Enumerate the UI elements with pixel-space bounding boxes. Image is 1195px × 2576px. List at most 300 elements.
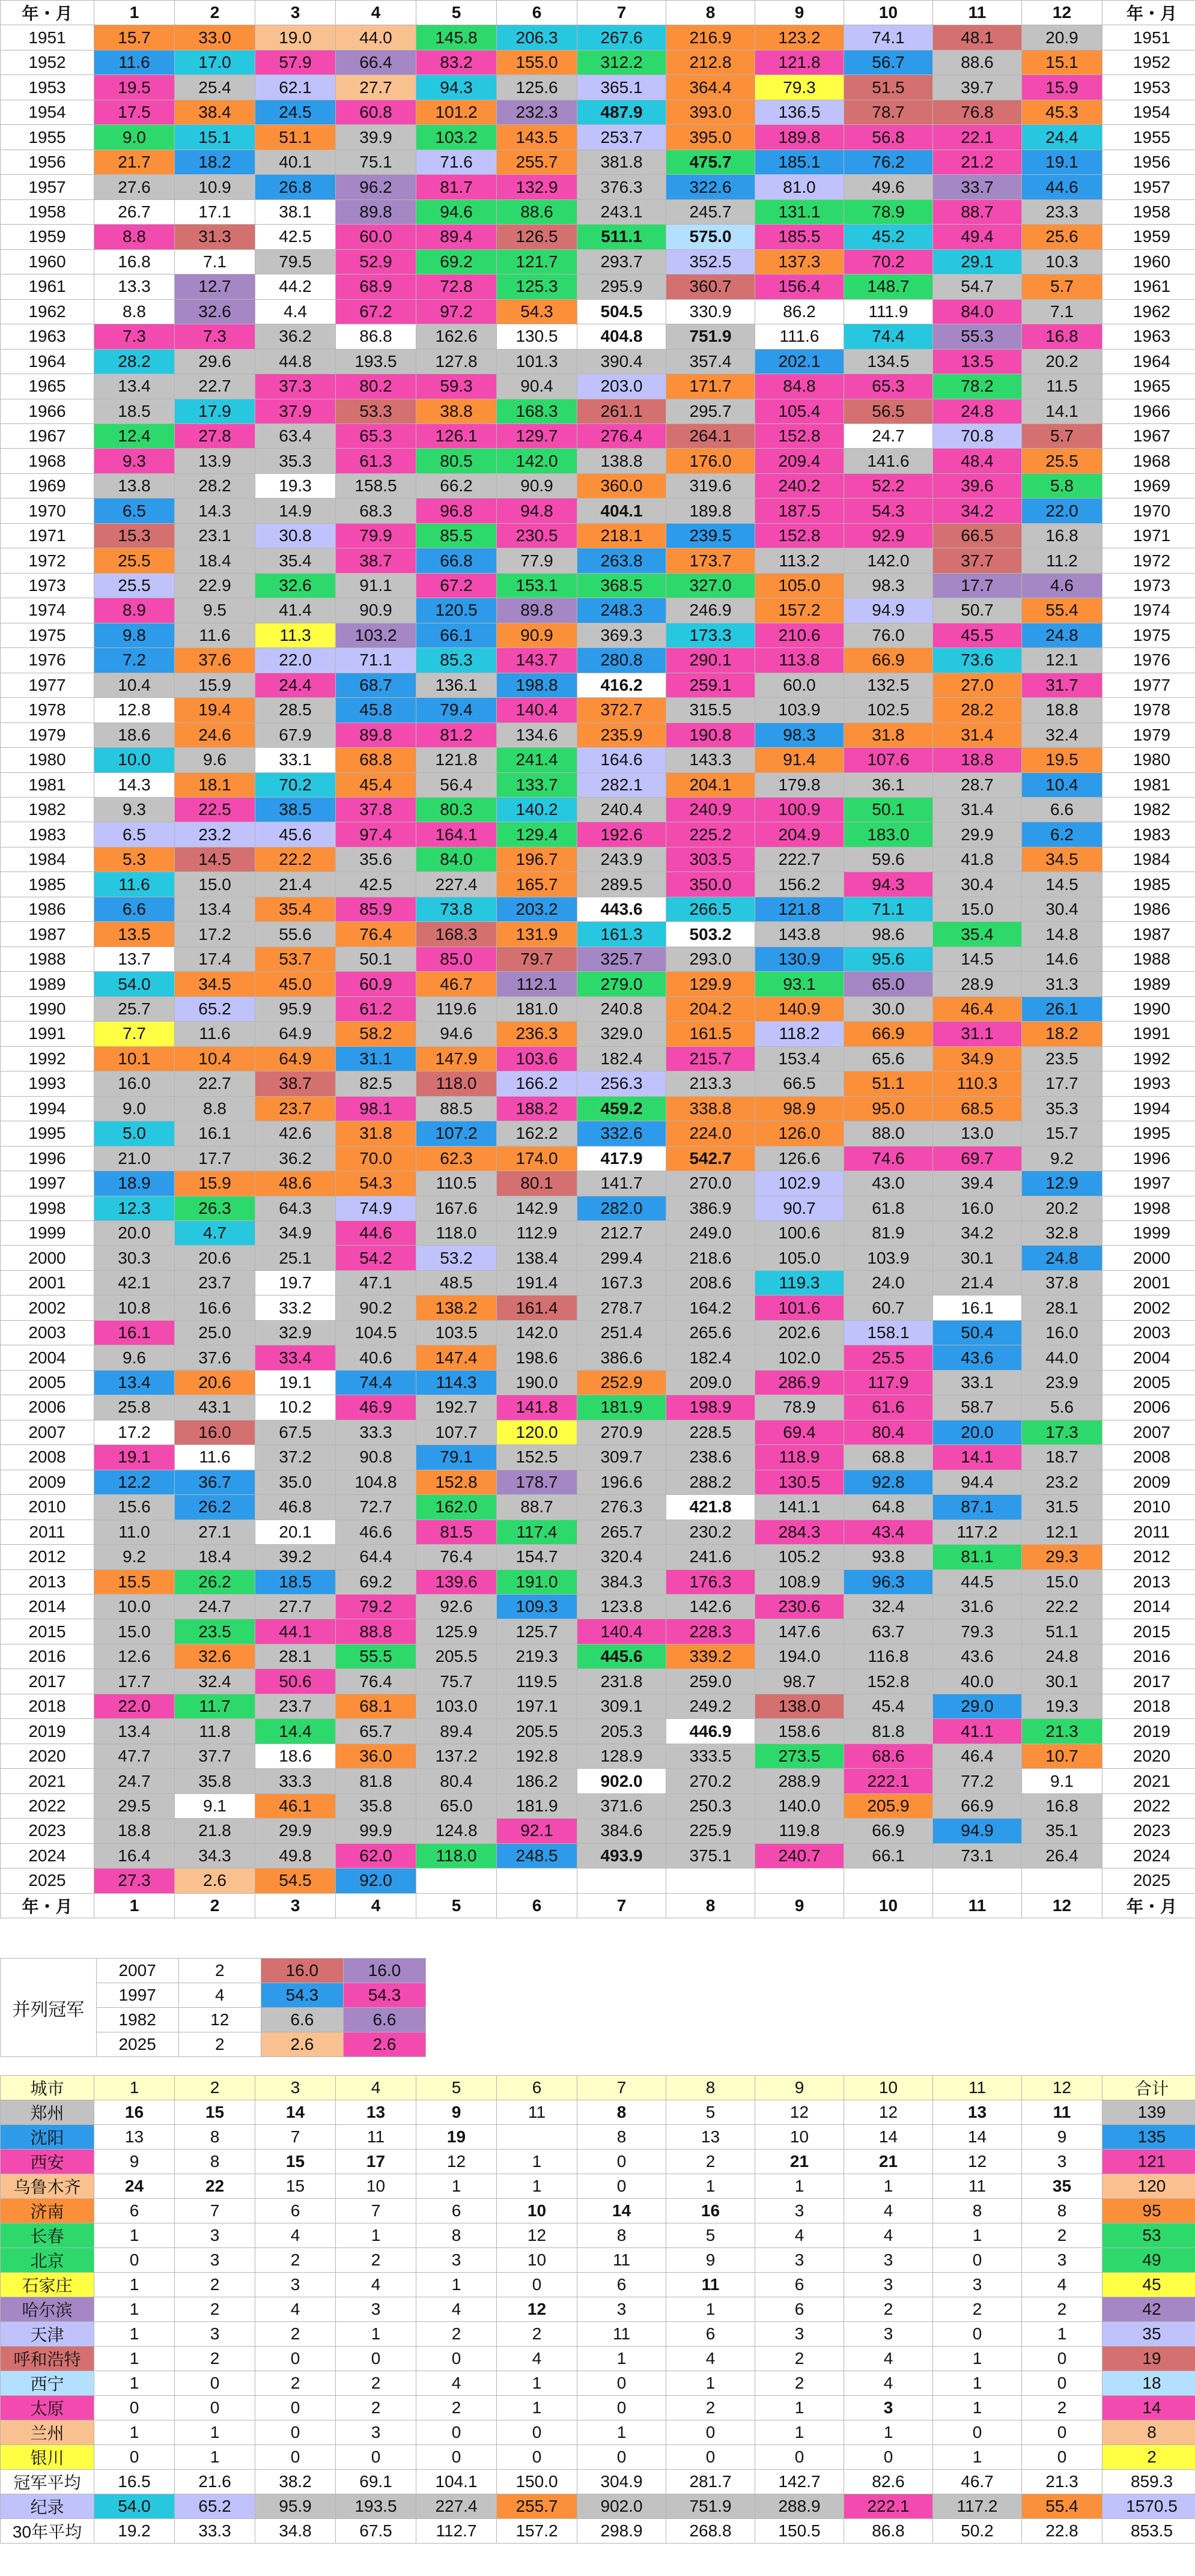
rainfall-cell: 225.2 [666,822,755,847]
rainfall-cell: 65.3 [844,374,933,399]
rainfall-cell: 511.1 [577,225,666,249]
rainfall-cell: 142.0 [844,548,933,573]
rainfall-cell: 9.8 [94,623,175,647]
rainfall-cell: 228.3 [666,1619,755,1644]
rainfall-cell: 17.1 [175,199,255,224]
year-label: 1995 [1102,1121,1195,1146]
rainfall-cell: 117.9 [844,1370,933,1395]
rainfall-cell: 27.8 [175,423,255,448]
rainfall-cell: 10.4 [1022,772,1102,797]
year-label: 1954 [1102,100,1195,124]
rainfall-cell: 12.1 [1022,648,1102,673]
corner-label: 年・月 [1,1893,94,1918]
rainfall-cell: 56.5 [844,399,933,423]
rainfall-cell: 330.9 [666,299,755,324]
rainfall-cell: 205.5 [416,1644,497,1668]
year-label: 1961 [1102,274,1195,299]
year-label: 1980 [1102,748,1195,772]
rainfall-cell: 100.6 [755,1220,844,1245]
tie-year: 2025 [96,2032,178,2057]
rainfall-cell: 7.7 [94,1022,175,1046]
year-label: 1990 [1,996,94,1021]
rainfall-cell: 77.9 [497,548,577,573]
rainfall-cell: 92.1 [497,1819,577,1843]
city-month-count: 4 [336,2273,416,2297]
year-label: 1967 [1,423,94,448]
rainfall-cell: 395.0 [666,125,755,150]
city-name: 石家庄 [1,2273,94,2297]
rainfall-cell: 161.3 [577,922,666,947]
year-label: 1951 [1,25,94,50]
rainfall-cell: 36.2 [255,1146,336,1171]
rainfall-cell: 15.9 [175,673,255,697]
rainfall-cell: 152.5 [497,1445,577,1470]
rainfall-cell: 487.9 [577,100,666,124]
rainfall-cell: 117.2 [933,1520,1022,1544]
rainfall-cell: 70.0 [336,1146,416,1171]
rainfall-cell: 17.2 [175,922,255,947]
city-month-count: 8 [577,2125,666,2150]
rainfall-cell: 16.0 [1022,1320,1102,1345]
rainfall-cell: 152.8 [844,1669,933,1694]
rainfall-cell: 24.5 [255,100,336,124]
year-label: 1975 [1102,623,1195,647]
rainfall-cell: 18.9 [94,1171,175,1196]
rainfall-cell: 503.2 [666,922,755,947]
rainfall-cell: 16.8 [94,249,175,274]
rainfall-cell: 98.3 [755,723,844,747]
city-month-count: 6 [755,2297,844,2322]
rainfall-cell: 126.1 [416,423,497,448]
rainfall-cell: 390.4 [577,349,666,374]
rainfall-cell: 34.2 [933,499,1022,523]
year-row [1,249,1195,274]
rainfall-cell: 89.8 [497,598,577,623]
year-row [1,1520,1195,1544]
rainfall-cell: 459.2 [577,1096,666,1121]
city-month-count: 15 [175,2100,255,2125]
rainfall-cell: 13.0 [933,1121,1022,1146]
rainfall-cell: 95.9 [255,996,336,1021]
rainfall-cell: 219.3 [497,1644,577,1668]
rainfall-cell: 79.1 [416,1445,497,1470]
city-month-count: 3 [933,2273,1022,2297]
year-row [1,673,1195,697]
rainfall-cell: 48.4 [933,449,1022,473]
rainfall-cell: 47.1 [336,1270,416,1295]
year-label: 1992 [1,1046,94,1071]
rainfall-cell: 282.1 [577,772,666,797]
city-month-count: 0 [255,2420,336,2445]
record-row-value: 222.1 [844,2494,933,2519]
rainfall-cell: 27.6 [94,175,175,199]
year-label: 1962 [1,299,94,324]
rainfall-cell: 70.8 [933,423,1022,448]
rainfall-cell: 74.6 [844,1146,933,1171]
month-header: 2 [175,1,255,25]
rainfall-cell: 222.7 [755,847,844,871]
city-month-count: 2 [255,2248,336,2273]
rainfall-cell: 8.9 [94,598,175,623]
year-label: 1963 [1,324,94,349]
rainfall-cell: 36.2 [255,324,336,349]
rainfall-cell: 68.9 [336,274,416,299]
city-row [1,2445,1195,2470]
city-month-count: 3 [577,2297,666,2322]
year-label: 1961 [1,274,94,299]
rainfall-cell: 263.8 [577,548,666,573]
rainfall-cell: 103.2 [336,623,416,647]
rainfall-cell: 138.8 [577,449,666,473]
rainfall-cell: 69.4 [755,1420,844,1444]
rainfall-cell: 248.5 [497,1843,577,1868]
rainfall-cell: 29.9 [933,822,1022,847]
rainfall-cell: 141.1 [755,1495,844,1520]
rainfall-cell: 187.5 [755,499,844,523]
rainfall-cell: 504.5 [577,299,666,324]
rainfall-cell: 20.2 [1022,1196,1102,1220]
rainfall-cell: 20.9 [1022,25,1102,50]
city-month-count: 21 [844,2150,933,2174]
rainfall-cell: 259.0 [666,1669,755,1694]
rainfall-cell: 11.7 [175,1694,255,1718]
year-row [1,1843,1195,1868]
city-month-count: 2 [755,2371,844,2396]
tie-row [1,1959,426,1983]
year-row [1,1644,1195,1668]
rainfall-cell: 10.9 [175,175,255,199]
rainfall-cell: 125.9 [416,1619,497,1644]
rainfall-cell: 47.7 [94,1744,175,1768]
year-row [1,947,1195,971]
city-month-count: 0 [175,2371,255,2396]
rainfall-cell: 213.3 [666,1071,755,1096]
rainfall-cell: 240.2 [755,473,844,498]
rainfall-cell: 77.2 [933,1769,1022,1793]
rainfall-cell: 196.6 [577,1470,666,1494]
rainfall-cell: 89.4 [416,1719,497,1744]
thirty-year-average-row-value: 50.2 [933,2519,1022,2544]
rainfall-cell: 13.9 [175,449,255,473]
rainfall-cell: 81.8 [336,1769,416,1793]
city-month-count: 4 [416,2371,497,2396]
rainfall-cell: 4.6 [1022,573,1102,598]
rainfall-cell: 45.4 [844,1694,933,1718]
rainfall-cell: 90.4 [497,374,577,399]
rainfall-cell: 90.8 [336,1445,416,1470]
rainfall-cell: 50.4 [933,1320,1022,1345]
rainfall-cell: 103.2 [416,125,497,150]
rainfall-cell: 205.9 [844,1793,933,1818]
rainfall-cell: 105.0 [755,1246,844,1270]
rainfall-cell: 81.9 [844,1220,933,1245]
rainfall-cell: 49.8 [255,1843,336,1868]
rainfall-cell: 132.5 [844,673,933,697]
rainfall-cell: 215.7 [666,1046,755,1071]
city-month-count: 1 [94,2371,175,2396]
city-month-count: 3 [175,2223,255,2248]
rainfall-cell: 26.8 [255,175,336,199]
year-label: 2010 [1102,1495,1195,1520]
rainfall-cell: 102.0 [755,1345,844,1370]
rainfall-cell: 20.6 [175,1246,255,1270]
rainfall-cell: 276.3 [577,1495,666,1520]
rainfall-cell: 161.5 [666,1022,755,1046]
rainfall-cell: 6.5 [94,822,175,847]
rainfall-cell: 121.8 [755,50,844,74]
year-label: 1987 [1102,922,1195,947]
city-header-cell: 城市 [1,2076,94,2100]
rainfall-cell: 11.5 [1022,374,1102,399]
year-row [1,499,1195,523]
rainfall-cell: 11.8 [175,1719,255,1744]
rainfall-cell: 255.7 [497,150,577,174]
year-label: 1996 [1,1146,94,1171]
year-row [1,1470,1195,1494]
tie-year: 2007 [96,1959,178,1983]
rainfall-cell: 13.5 [933,349,1022,374]
year-label: 1983 [1102,822,1195,847]
thirty-year-average-row-total: 853.5 [1102,2519,1195,2544]
rainfall-cell: 38.5 [255,798,336,822]
year-label: 1964 [1102,349,1195,374]
rainfall-cell: 182.4 [577,1046,666,1071]
rainfall-cell: 90.9 [497,473,577,498]
rainfall-cell: 240.8 [577,996,666,1021]
rainfall-cell: 168.3 [497,399,577,423]
city-month-count: 1 [755,2174,844,2199]
year-label: 2021 [1,1769,94,1793]
city-month-count: 9 [666,2248,755,2273]
month-header: 7 [577,1,666,25]
city-month-count: 1 [94,2420,175,2445]
rainfall-cell: 20.1 [255,1520,336,1544]
rainfall-cell: 190.8 [666,723,755,747]
rainfall-cell: 56.7 [844,50,933,74]
city-month-count: 0 [416,2420,497,2445]
city-name: 郑州 [1,2100,94,2125]
rainfall-cell: 71.6 [416,150,497,174]
rainfall-cell: 8.8 [94,299,175,324]
rainfall-cell: 65.7 [336,1719,416,1744]
rainfall-cell: 142.9 [497,1196,577,1220]
city-month-count: 0 [94,2396,175,2420]
rainfall-cell: 41.1 [933,1719,1022,1744]
year-label: 2016 [1102,1644,1195,1668]
rainfall-cell: 102.9 [755,1171,844,1196]
record-row-value: 65.2 [175,2494,255,2519]
rainfall-cell: 33.2 [255,1296,336,1320]
rainfall-cell: 90.2 [336,1296,416,1320]
city-month-count: 17 [336,2150,416,2174]
rainfall-cell: 66.1 [416,623,497,647]
rainfall-cell: 208.6 [666,1270,755,1295]
rainfall-cell: 37.8 [336,798,416,822]
city-total: 49 [1102,2248,1195,2273]
year-label: 2020 [1,1744,94,1768]
rainfall-cell: 69.2 [416,249,497,274]
rainfall-cell: 19.7 [255,1270,336,1295]
rainfall-cell: 55.4 [1022,598,1102,623]
rainfall-cell: 138.2 [416,1296,497,1320]
city-month-count: 2 [666,2396,755,2420]
year-label: 1968 [1102,449,1195,473]
rainfall-cell: 7.3 [94,324,175,349]
city-month-count: 10 [497,2248,577,2273]
rainfall-cell: 10.7 [1022,1744,1102,1768]
rainfall-cell: 25.8 [94,1395,175,1420]
city-month-count: 4 [497,2347,577,2371]
rainfall-cell: 23.1 [175,523,255,548]
rainfall-cell: 33.3 [255,1769,336,1793]
rainfall-cell: 288.9 [755,1769,844,1793]
rainfall-cell: 35.3 [1022,1096,1102,1121]
city-month-count: 10 [497,2199,577,2223]
city-month-count: 1 [844,2174,933,2199]
city-row [1,2125,1195,2150]
rainfall-cell: 82.5 [336,1071,416,1096]
rainfall-cell: 119.5 [497,1669,577,1694]
city-row [1,2322,1195,2347]
rainfall-cell: 129.7 [497,423,577,448]
city-month-count: 6 [94,2199,175,2223]
rainfall-cell: 44.6 [336,1220,416,1245]
rainfall-cell: 12.2 [94,1470,175,1494]
rainfall-cell: 15.5 [94,1569,175,1594]
rainfall-cell: 84.0 [416,847,497,871]
year-row [1,423,1195,448]
city-month-count: 1 [416,2174,497,2199]
rainfall-cell: 31.8 [336,1121,416,1146]
year-label: 1976 [1102,648,1195,673]
city-month-count: 6 [255,2199,336,2223]
champion-average-row-value: 38.2 [255,2470,336,2494]
rainfall-cell: 139.6 [416,1569,497,1594]
rainfall-cell: 25.1 [255,1246,336,1270]
rainfall-cell: 70.2 [844,249,933,274]
rainfall-cell: 29.3 [1022,1545,1102,1569]
rainfall-cell: 329.0 [577,1022,666,1046]
city-month-count: 24 [94,2174,175,2199]
rainfall-cell: 113.8 [755,648,844,673]
rainfall-cell: 92.8 [844,1470,933,1494]
rainfall-cell: 128.9 [577,1744,666,1768]
rainfall-cell: 38.1 [255,199,336,224]
rainfall-cell: 21.4 [933,1270,1022,1295]
rainfall-cell: 129.9 [666,972,755,996]
rainfall-cell: 17.2 [94,1420,175,1444]
rainfall-cell: 15.7 [94,25,175,50]
year-row [1,648,1195,673]
city-header-cell: 合计 [1102,2076,1195,2100]
rainfall-cell: 14.1 [933,1445,1022,1470]
rainfall-cell: 191.0 [497,1569,577,1594]
year-row [1,1819,1195,1843]
thirty-year-average-row-value: 67.5 [336,2519,416,2544]
city-month-count: 0 [255,2347,336,2371]
rainfall-cell: 202.6 [755,1320,844,1345]
rainfall-cell: 183.0 [844,822,933,847]
record-row-value: 95.9 [255,2494,336,2519]
city-month-count: 4 [255,2223,336,2248]
city-header-cell: 12 [1022,2076,1102,2100]
month-header: 3 [255,1893,336,1918]
rainfall-cell: 61.6 [844,1395,933,1420]
month-header: 7 [577,1893,666,1918]
rainfall-cell [1022,1868,1102,1893]
year-label: 1986 [1,897,94,921]
rainfall-cell: 130.5 [497,324,577,349]
rainfall-cell: 11.6 [94,872,175,897]
rainfall-cell: 266.5 [666,897,755,921]
rainfall-cell: 54.0 [94,972,175,996]
rainfall-cell: 75.1 [336,150,416,174]
rainfall-cell: 62.0 [336,1843,416,1868]
year-row [1,996,1195,1021]
rainfall-cell: 72.7 [336,1495,416,1520]
year-label: 1965 [1,374,94,399]
rainfall-cell: 18.5 [255,1569,336,1594]
rainfall-cell: 134.6 [497,723,577,747]
rainfall-cell: 48.5 [416,1270,497,1295]
rainfall-cell: 15.0 [94,1619,175,1644]
rainfall-cell: 218.1 [577,523,666,548]
rainfall-cell: 80.1 [497,1171,577,1196]
city-name: 乌鲁木齐 [1,2174,94,2199]
city-month-count: 3 [336,2420,416,2445]
rainfall-cell: 293.7 [577,249,666,274]
rainfall-cell: 137.3 [755,249,844,274]
rainfall-cell: 14.3 [94,772,175,797]
rainfall-cell: 31.6 [933,1595,1022,1619]
year-label: 2023 [1102,1819,1195,1843]
rainfall-cell: 284.3 [755,1520,844,1544]
rainfall-cell: 5.0 [94,1121,175,1146]
month-header: 4 [336,1,416,25]
rainfall-cell: 381.8 [577,150,666,174]
rainfall-cell: 9.0 [94,125,175,150]
rainfall-cell: 360.7 [666,274,755,299]
rainfall-cell: 270.9 [577,1420,666,1444]
rainfall-cell: 16.4 [94,1843,175,1868]
month-header: 12 [1022,1,1102,25]
rainfall-cell: 33.0 [175,25,255,50]
rainfall-cell: 51.1 [844,1071,933,1096]
year-row [1,25,1195,50]
rainfall-cell: 393.0 [666,100,755,124]
year-row [1,573,1195,598]
month-header: 6 [497,1,577,25]
rainfall-cell: 24.4 [255,673,336,697]
year-label: 1958 [1,199,94,224]
rainfall-cell: 140.2 [497,798,577,822]
year-label: 1973 [1,573,94,598]
year-label: 1985 [1,872,94,897]
rainfall-cell: 228.5 [666,1420,755,1444]
rainfall-cell: 112.1 [497,972,577,996]
rainfall-cell: 25.5 [94,548,175,573]
rainfall-cell: 20.2 [1022,349,1102,374]
rainfall-cell: 40.0 [933,1669,1022,1694]
rainfall-cell: 404.1 [577,499,666,523]
city-month-count: 0 [497,2420,577,2445]
year-label: 1959 [1,225,94,249]
rainfall-cell: 84.0 [933,299,1022,324]
rainfall-cell: 80.3 [416,798,497,822]
champion-average-row-value: 304.9 [577,2470,666,2494]
tie-champions-table [0,1958,426,2057]
rainfall-cell: 29.5 [94,1793,175,1818]
